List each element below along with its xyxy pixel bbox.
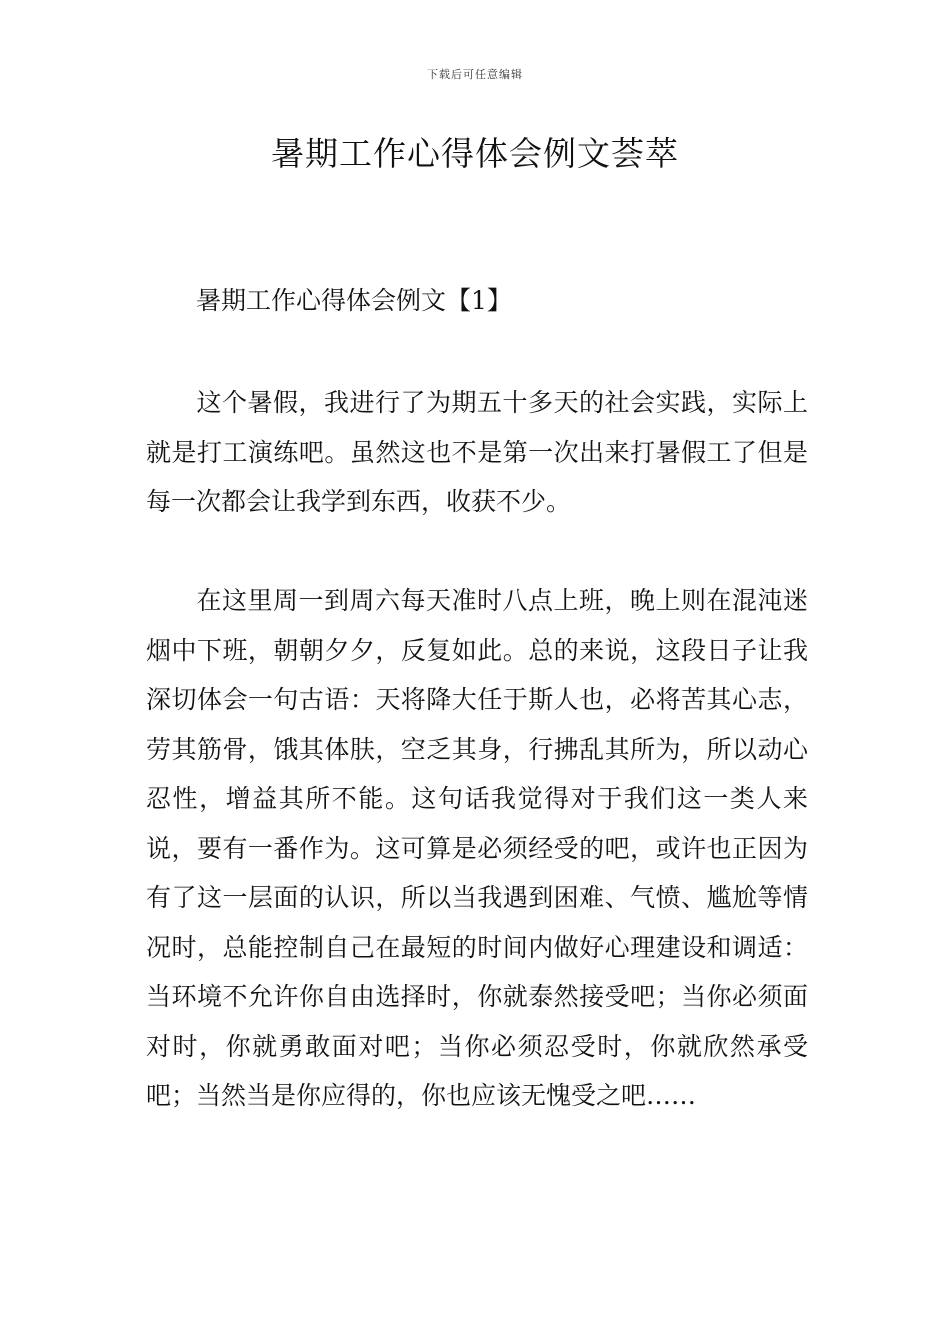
section-heading: 暑期工作心得体会例文【1】 — [196, 286, 512, 315]
paragraph-1-text: 这个暑假，我进行了为期五十多天的社会实践，实际上就是打工演练吧。虽然这也不是第一次出来打暑假工了但是每一次都会让我学到东西，收获不少。 — [146, 388, 808, 516]
header-note: 下载后可任意编辑 — [427, 68, 523, 81]
paragraph-2-text: 在这里周一到周六每天准时八点上班，晚上则在混沌迷烟中下班，朝朝夕夕，反复如此。总的来说，这段日子让我深切体会一句古语：天将降大任于斯人也，必将苦其心志，劳其筋骨，饿其体肤，空乏其身，行拂乱其所为，所以动心忍性，增益其所不能。这句话我觉得对于我们这一类人来说，要有一番作为。这可算是必须经受的吧，或许也正因为有了这一层面的认识，所以当我遇到困难、气愤、尴尬等情况时，总能控制自己在最短的时间内做好心理建设和调适：当环境不允许你自由选择时，你就泰然接受吧；当你必须面对时，你就勇敢面对吧；当你必须忍受时，你就欣然承受吧；当然当是你应得的，你也应该无愧受之吧…… — [146, 586, 808, 1110]
paragraph-1 — [146, 378, 808, 527]
document-title: 暑期工作心得体会例文荟萃 — [271, 134, 679, 173]
paragraph-2 — [146, 576, 808, 1121]
